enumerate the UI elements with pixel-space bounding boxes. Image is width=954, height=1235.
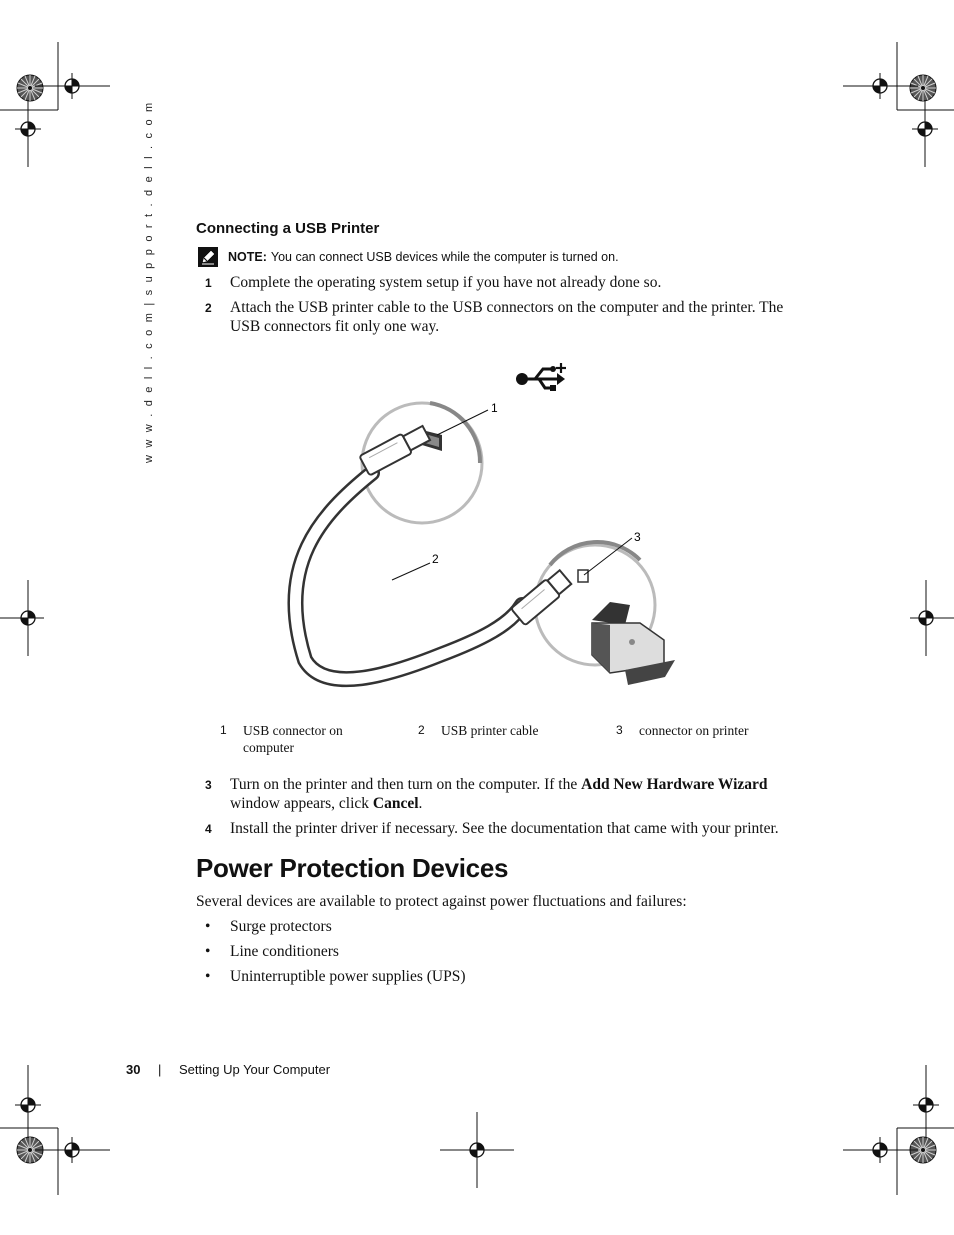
figure-label-1: 1: [491, 401, 498, 415]
step-number: 1: [205, 276, 212, 290]
step-number: 3: [205, 778, 212, 792]
pencil-note-icon: [198, 247, 218, 267]
step-text: Install the printer driver if necessary. See the documentation that came with your printer.: [230, 820, 779, 837]
note-text: You can connect USB devices while the computer is turned on.: [270, 250, 619, 264]
callout-text: connector on printer: [639, 723, 749, 738]
step-number: 2: [205, 301, 212, 315]
step-text: Turn on the printer and then turn on the computer. If the Add New Hardware Wizard window appears, click Cancel.: [230, 776, 768, 812]
callout-number: 1: [220, 723, 227, 737]
callout-number: 3: [616, 723, 623, 737]
page-number: 30: [126, 1062, 141, 1077]
callout-number: 2: [418, 723, 425, 737]
step-number: 4: [205, 822, 212, 836]
step-text: Attach the USB printer cable to the USB connectors on the computer and the printer. The USB connectors fit only one way.: [230, 299, 784, 335]
usb-symbol-icon: [516, 363, 566, 391]
power-intro: Several devices are available to protect against power fluctuations and failures:: [196, 893, 687, 910]
power-heading: Power Protection Devices: [196, 853, 509, 883]
figure-label-3: 3: [634, 530, 641, 544]
cancel-label: Cancel: [372, 795, 419, 812]
add-new-hardware-wizard-label: Add New Hardware Wizard: [581, 776, 768, 793]
section-heading: Connecting a USB Printer: [196, 220, 380, 237]
callout-text: USB printer cable: [441, 723, 539, 738]
callout-text: USB connector on computer: [243, 723, 343, 755]
note-label: NOTE:: [228, 250, 267, 264]
note: [198, 247, 619, 267]
step-text: Complete the operating system setup if you have not already done so.: [230, 274, 662, 291]
usb-printer-illustration: [280, 355, 680, 695]
chapter-title: Setting Up Your Computer: [179, 1062, 331, 1077]
side-url: w w w . d e l l . c o m | s u p p o r t . d e l l . c o m: [143, 100, 155, 463]
figure-label-2: 2: [432, 552, 439, 566]
footer-separator: |: [158, 1062, 162, 1077]
